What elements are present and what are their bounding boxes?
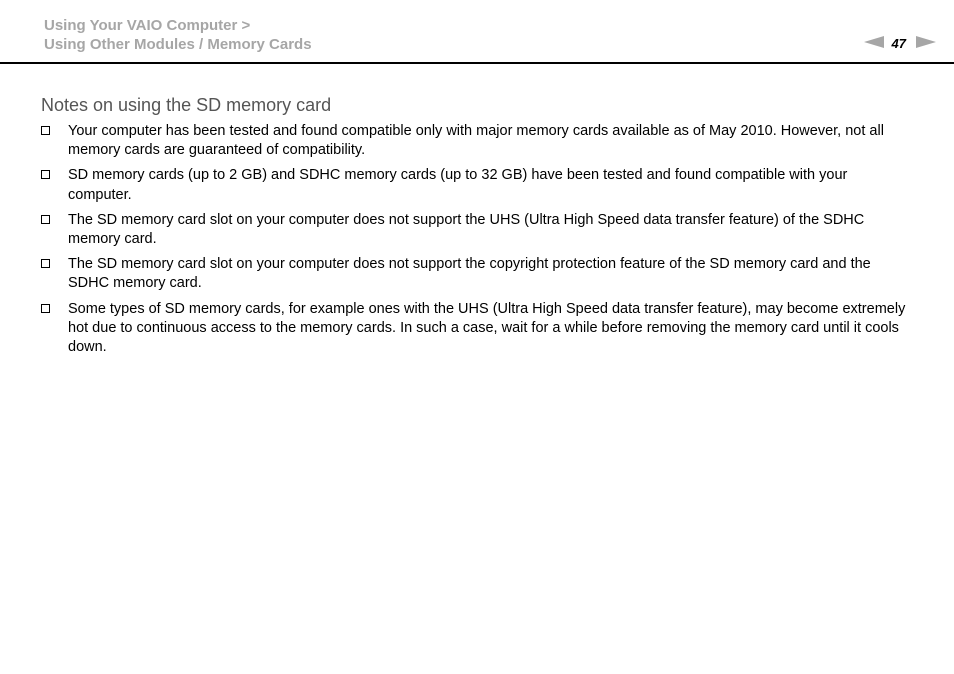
notes-list xyxy=(41,122,913,357)
list-item xyxy=(41,166,913,204)
checkbox-bullet-icon xyxy=(41,170,50,179)
page-number: 47 xyxy=(891,36,906,51)
prev-page-arrow-icon[interactable] xyxy=(864,35,884,53)
list-item xyxy=(41,300,913,358)
checkbox-bullet-icon xyxy=(41,126,50,135)
list-item xyxy=(41,211,913,249)
checkbox-bullet-icon xyxy=(41,215,50,224)
next-page-arrow-icon[interactable] xyxy=(916,35,936,53)
note-text: The SD memory card slot on your computer does not support the copyright protection feature of the SD memory card and the SDHC memory card. xyxy=(68,256,871,292)
checkbox-bullet-icon xyxy=(41,259,50,268)
breadcrumb xyxy=(44,16,312,54)
note-text: Your computer has been tested and found compatible only with major memory cards available as of May 2010. However, not all memory cards are guaranteed of compatibility. xyxy=(68,123,884,159)
list-item xyxy=(41,255,913,293)
note-text: SD memory cards (up to 2 GB) and SDHC memory cards (up to 32 GB) have been tested and found compatible with your computer. xyxy=(68,167,848,203)
section-title: Notes on using the SD memory card xyxy=(41,95,332,115)
list-item xyxy=(41,122,913,160)
page-header xyxy=(0,0,954,64)
main-content xyxy=(41,94,913,363)
breadcrumb-level-2: Using Other Modules / Memory Cards xyxy=(44,36,312,53)
page-navigation xyxy=(864,36,936,52)
breadcrumb-level-1: Using Your VAIO Computer > xyxy=(44,17,251,34)
checkbox-bullet-icon xyxy=(41,304,50,313)
note-text: The SD memory card slot on your computer does not support the UHS (Ultra High Speed data transfer feature) of the SDHC memory card. xyxy=(68,211,865,248)
note-text: Some types of SD memory cards, for example ones with the UHS (Ultra High Speed data transfer feature), may become extremely hot due to continuous access to the memory cards. In such a case, wait for a while before removing the memory card until it cools down. xyxy=(68,300,906,356)
header-divider xyxy=(0,62,954,64)
